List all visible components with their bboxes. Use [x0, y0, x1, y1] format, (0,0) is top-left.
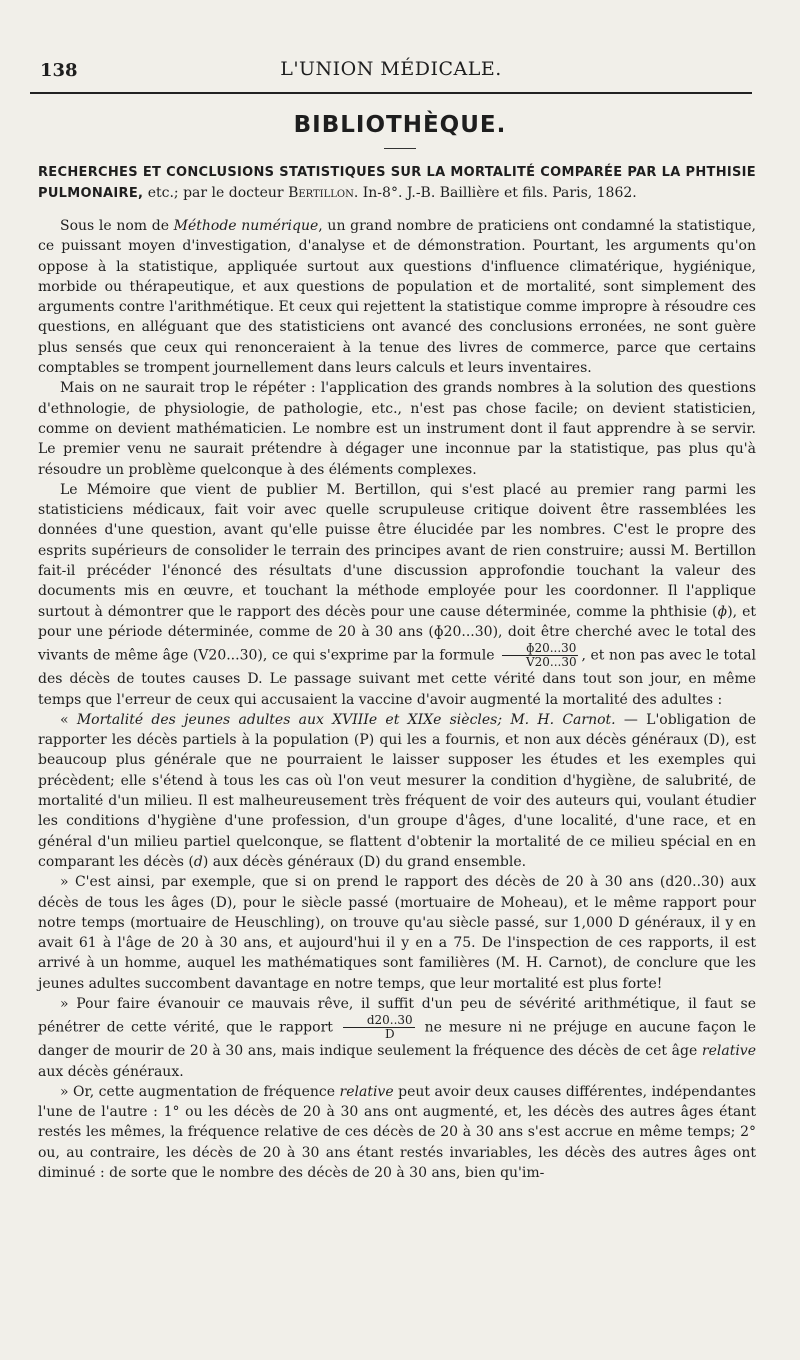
emphasis: relative — [701, 1043, 756, 1060]
text: ) aux décès de tous les âges (D), pour le siècle passé (mortuaire de Moheau), et le même rapport pour notre temps (mortuaire de Heuschling), on trouve qu'au siècle passé, sur 1,000 D généraux, il y en avait 61 à l'âge de 20 à 30 ans, et aujourd'hui il y en a 75. De l'inspection de ces rapports, il est arrivé à un homme, auquel les mathématiques sont familières (M. H. Carnot), de conclure que les jeunes adultes succombent davantage en notre temps, que leur mortalité est plus forte! — [38, 874, 757, 992]
page-number: 138 — [40, 60, 78, 81]
text: aux décès généraux. — [38, 1063, 184, 1080]
formula-denominator: V20...30 — [525, 655, 577, 670]
text: » Pour faire évanouir ce mauvais rêve, il suffit d'un peu de sévérité arithmétique, il faut se pénétrer de cette vérité, que le rapport — [38, 995, 756, 1036]
text: Sous le nom de — [60, 218, 174, 234]
symbol: V20...30 — [198, 647, 258, 664]
title-rule — [384, 148, 416, 149]
article-author: Bertillon — [288, 185, 354, 201]
text: — L'obligation de rapporter les décès partiels à la population (P) qui les a fournis, et non aux décès généraux (D), est beaucoup plus générale que ne pourraient le laisser supposer les études et les exemples qui précèdent; elle s'étend à tous les cas où l'on veut mesurer la condition d'hygiène, de salubrité, de mortalité d'un milieu. Il est malheureusement très fréquent de voir des auteurs qui, voulant étudier les conditions d'hygiène d'une profession, d'un groupe d'âges, d'une localité, d'une race, et en général d'un milieu partiel quelconque, se flattent d'obtenir la mortalité de ce milieu spécial en en comparant les décès ( — [38, 711, 757, 870]
text: ), doit être cherché avec le total des vivants de même âge ( — [38, 623, 756, 664]
text: ), ce qui s'exprime par la formule — [257, 647, 500, 664]
text: ), et pour une période déterminée, comme de 20 à 30 ans ( — [38, 603, 756, 640]
emphasis: Méthode numérique — [173, 218, 319, 234]
formula — [502, 642, 578, 669]
formula-denominator: D — [384, 1027, 395, 1042]
text: ne mesure ni ne préjuge en aucune façon le danger de mourir de 20 à 30 ans, mais indique seulement la fréquence des décès de cet âge — [38, 1019, 756, 1060]
formula-numerator: d20..30 — [343, 1014, 415, 1028]
text: , et non pas avec le total des décès de toutes causes D. Le passage suivant met cette vérité dans tout son jour, en même temps que l'erreur de ceux qui accusaient la vaccine d'avoir augmenté la mortalité des adultes : — [38, 647, 757, 708]
article-publisher: . In-8°. J.-B. Baillière et fils. Paris, 1862. — [353, 185, 637, 201]
paragraph-2 — [38, 378, 756, 479]
text: » Or, cette augmentation de fréquence — [60, 1083, 340, 1100]
symbol: d — [193, 853, 203, 870]
text: Le Mémoire que vient de publier M. Bertillon, qui s'est placé au premier rang parmi les statisticiens médicaux, fait voir avec quelle scrupuleuse critique doivent être rassemblées les données d'une question, avant qu'elle puisse être élucidée par les nombres. C'est le propre des esprits supérieurs de consolider le terrain des principes avant de rien construire; aussi M. Bertillon fait-il précéder l'énoncé des résultats d'une discussion approfondie touchant la valeur des documents mis en œuvre, et touchant la méthode employée pour les coordonner. Il l'applique surtout à démontrer que le rapport des décès pour une cause déterminée, comme la phthisie ( — [38, 481, 756, 620]
symbol: d20..30 — [665, 874, 719, 891]
paragraph-1 — [38, 216, 756, 378]
text: » C'est ainsi, par exemple, que si on prend le rapport des décès de 20 à 30 ans ( — [60, 874, 666, 891]
paragraph-4 — [38, 710, 756, 872]
running-title: L'UNION MÉDICALE. — [280, 58, 502, 80]
formula-numerator: ɸ20...30 — [502, 642, 578, 656]
article-title-rest: etc.; par le docteur — [143, 185, 289, 201]
paragraph-6 — [38, 994, 756, 1082]
symbol: ɸ — [717, 603, 728, 620]
page-header — [30, 52, 752, 94]
text: peut avoir deux causes différentes, indépendantes l'une de l'autre : 1° ou les décès de 20 à 30 ans ont augmenté, et, les décès des autres âges étant restés les mêmes, la fréquence relative de ces décès de 20 à 30 ans s'est accrue en même temps; 2° ou, au contraire, les décès de 20 à 30 ans étant restés invariables, les décès des autres âges ont diminué : de sorte que le nombre des décès de 20 à 30 ans, bien qu'im- — [38, 1083, 756, 1182]
article-heading — [38, 162, 756, 204]
paragraph-3 — [38, 480, 756, 710]
text: Mais on ne saurait trop le répéter : l'application des grands nombres à la solution des questions d'ethnologie, de physiologie, de pathologie, etc., n'est pas chose facile; on devient statisticien, comme on devient mathématicien. Le nombre est un instrument dont il faut apprendre à se servir. Le premier venu ne saurait prétendre à dégager une inconnue par la statistique, pas plus qu'à résoudre un problème quelconque à des éléments complexes. — [38, 380, 756, 478]
formula — [343, 1014, 415, 1041]
article-body — [38, 216, 756, 1183]
symbol: ɸ20...30 — [433, 623, 493, 640]
text: , un grand nombre de praticiens ont condamné la statistique, ce puissant moyen d'investigation, d'analyse et de démonstration. Pourtant, les arguments qu'on oppose à la statistique, appliquée surtout aux questions d'influence climatérique, hygiénique, morbide ou thérapeutique, et aux questions de population et de mortalité, sont simplement des arguments contre l'arithmétique. Et ceux qui rejettent la statistique comme impropre à résoudre ces questions, en alléguant que des statisticiens ont avancé des conclusions erronées, ne sont guère plus sensés que ceux qui renonceraient à la tenue des livres de commerce, parce que certains comptables se trompent journellement dans leurs calculs et leurs inventaires. — [38, 218, 756, 377]
paragraph-5 — [38, 872, 756, 994]
text: « — [60, 711, 77, 728]
emphasis: Mortalité des jeunes adultes aux XVIIIe et XIXe siècles; M. H. Carnot. — [76, 711, 616, 728]
article-title: RECHERCHES ET CONCLUSIONS STATISTIQUES SUR LA MORTALITÉ COMPARÉE PAR LA PHTHISIE PULMONAIRE, — [38, 165, 756, 201]
text: ) aux décès généraux (D) du grand ensemble. — [202, 853, 527, 870]
emphasis: relative — [339, 1083, 394, 1100]
section-title: BIBLIOTHÈQUE. — [293, 112, 507, 138]
paragraph-7 — [38, 1082, 756, 1183]
